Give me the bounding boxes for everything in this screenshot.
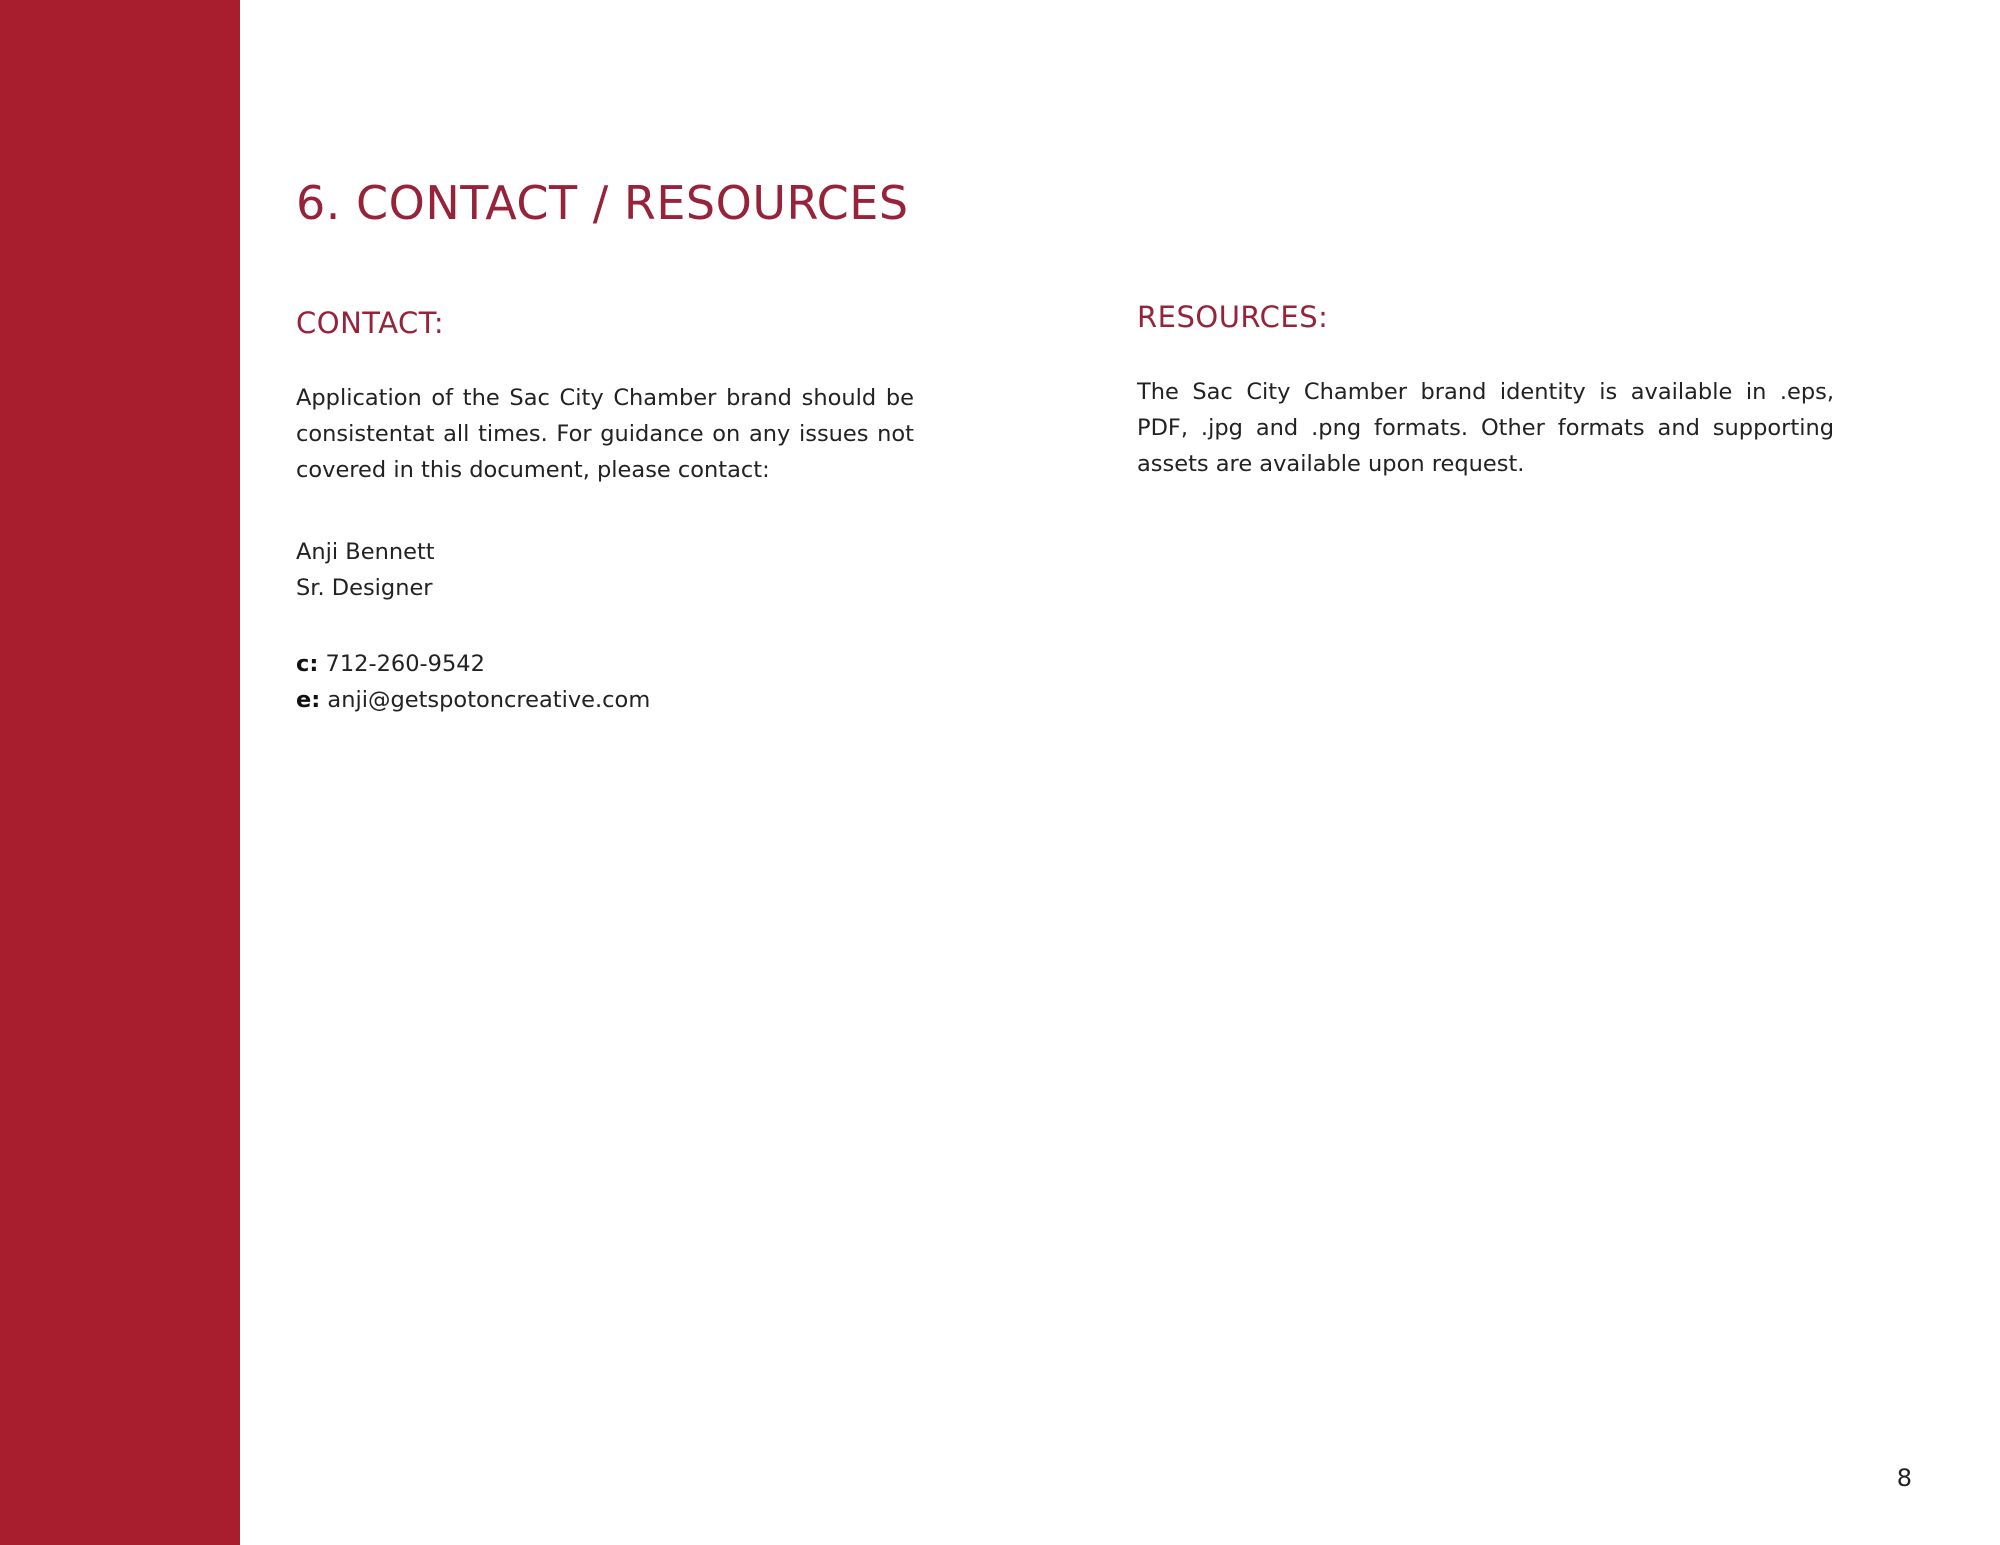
contact-person [296, 534, 914, 606]
sidebar-accent-bar [0, 0, 240, 1545]
resources-body-text: The Sac City Chamber brand identity is available in .eps, PDF, .jpg and .png formats. Other formats and supporting assets are available upon request. [1137, 379, 1834, 477]
contact-body-text: Application of the Sac City Chamber brand should be consistentat all times. For guidance on any issues not covered in this document, please contact: [296, 385, 914, 483]
page-number: 8 [1896, 1464, 1912, 1492]
page-title: 6. CONTACT / RESOURCES [296, 176, 909, 230]
contact-heading: CONTACT: [296, 306, 445, 340]
email-label: e: [296, 687, 321, 713]
resources-heading: RESOURCES: [1137, 300, 1329, 334]
email-address: anji@getspotoncreative.com [327, 687, 651, 713]
contact-info [296, 646, 914, 718]
phone-line [296, 646, 914, 682]
contact-section [296, 306, 914, 718]
phone-label: c: [296, 651, 319, 677]
resources-section [1137, 300, 1834, 482]
contact-role: Sr. Designer [296, 575, 433, 601]
contact-name: Anji Bennett [296, 539, 435, 565]
phone-number: 712-260-9542 [325, 651, 485, 677]
email-line [296, 682, 914, 718]
